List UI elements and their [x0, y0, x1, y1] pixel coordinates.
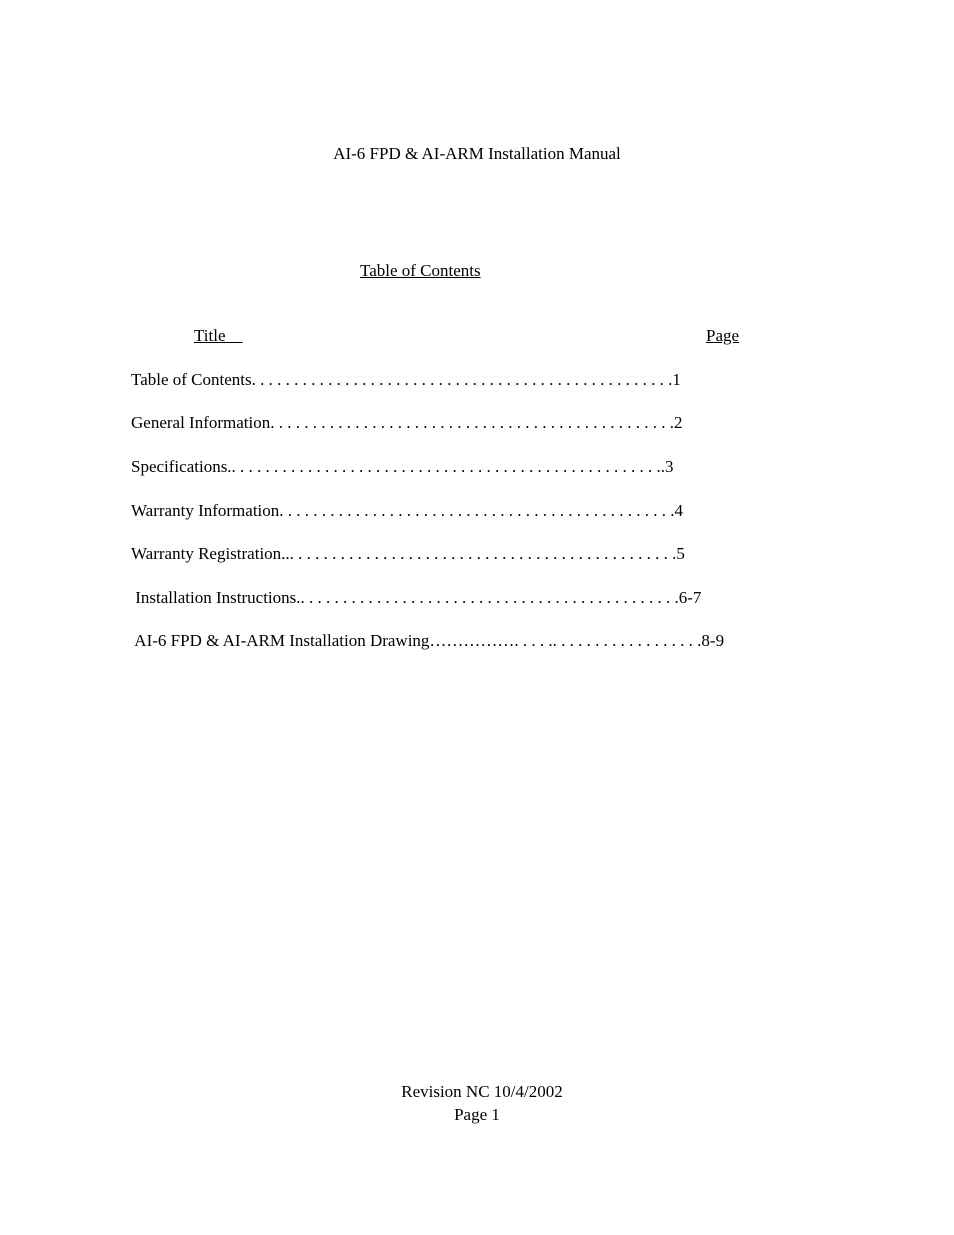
document-title: AI-6 FPD & AI-ARM Installation Manual — [333, 144, 621, 163]
toc-column-title: Title — [194, 326, 243, 345]
toc-entry-general-information: General Information. . . . . . . . . . . . . . . . . . . . . . . . . . . . . . . . . . . . . . . . . . . . . . . .2 — [131, 413, 683, 432]
toc-column-page: Page — [706, 326, 740, 345]
toc-entry-installation-drawing: AI-6 FPD & AI-ARM Installation Drawing……………. . . . .. . . . . . . . . . . . . . . . . .8-9 — [131, 631, 725, 650]
toc-heading: Table of Contents — [360, 261, 481, 280]
footer-revision: Revision NC 10/4/2002 — [401, 1082, 563, 1101]
toc-entry-warranty-information: Warranty Information. . . . . . . . . . . . . . . . . . . . . . . . . . . . . . . . . . . . . . . . . . . . . . .4 — [131, 501, 684, 520]
toc-entry-installation-instructions: Installation Instructions.. . . . . . . . . . . . . . . . . . . . . . . . . . . . . . . . . . . . . . . . . . . . .6-7 — [131, 588, 702, 607]
footer-page-number: Page 1 — [454, 1105, 500, 1124]
toc-entry-table-of-contents: Table of Contents. . . . . . . . . . . . . . . . . . . . . . . . . . . . . . . . . . . . . . . . . . . . . . . . . .1 — [131, 370, 681, 389]
toc-entry-specifications: Specifications.. . . . . . . . . . . . . . . . . . . . . . . . . . . . . . . . . . . . . . . . . . . . . . . . . . ..3 — [131, 457, 674, 476]
toc-entry-warranty-registration: Warranty Registration... . . . . . . . . . . . . . . . . . . . . . . . . . . . . . . . . . . . . . . . . . . . . .5 — [131, 544, 685, 563]
